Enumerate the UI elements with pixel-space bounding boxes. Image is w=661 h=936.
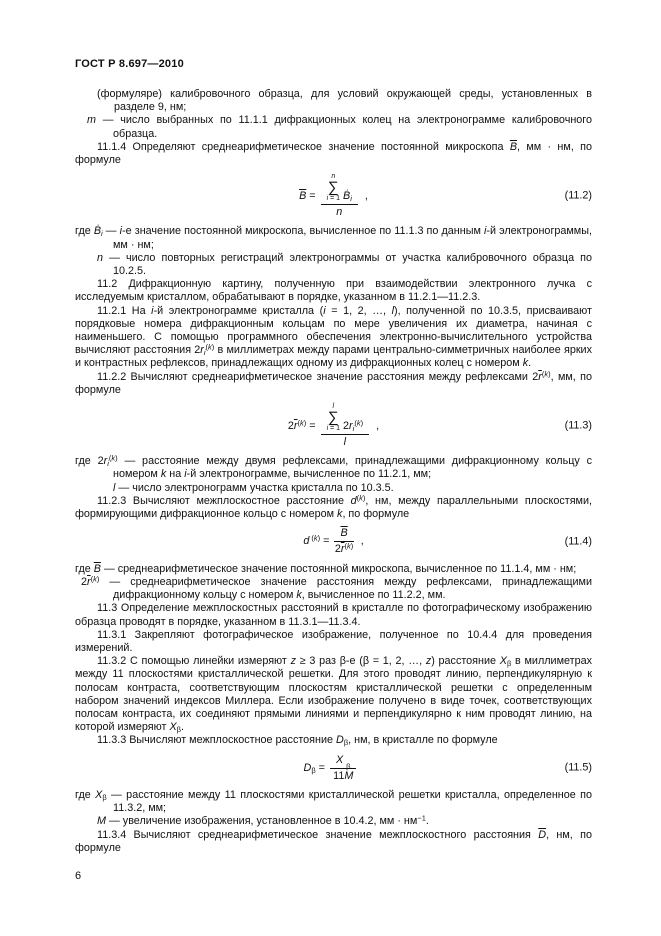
formula-11-5 (75, 754, 592, 783)
page-number: 6 (75, 870, 82, 882)
summand: Ḃ$_i$ (343, 190, 352, 204)
fraction-denominator: 11M (333, 769, 354, 782)
sigma-icon: ∑ (327, 179, 339, 197)
document-header: ГОСТ Р 8.697—2010 (75, 58, 184, 70)
paragraph-11-3-1: 11.3.1 Закрепляют фотографическое изображение, полученное по 10.4.4 для проведения измерений. (75, 628, 592, 654)
paragraph-continuation: (формуляре) калибровочного образца, для условий окружающей среды, установленных в разделе 9, нм; (97, 88, 592, 114)
formula-lhs: $D_\beta$ = (303, 761, 325, 775)
formula-11-3 (75, 403, 592, 449)
paragraph-11-2-1: 11.2.1 На i-й электронограмме кристалла (i = 1, 2, …, l), полученной по 10.3.5, присваивают порядковые номера дифракционным кольцам по мере увеличения их диаметра, начиная с наименьшего. С помощью программного обеспечения электронно-вычислительного устройства вычисляют расстояния $2r_i^{(k)}$ в миллиметрах между парами центрально-симметричных наиболее ярких и контрастных рефлексов, принадлежащих одному из дифракционных колец с номером k. (75, 304, 592, 370)
formula-body (75, 527, 592, 556)
fraction-numerator: X β (330, 754, 357, 769)
formula-number: (11.4) (564, 535, 592, 548)
formula-lhs: $\overline{B}$ = (299, 189, 316, 202)
paragraph-11-3-2: 11.3.2 С помощью линейки измеряют z ≥ 3 раз β-е (β = 1, 2, …, z) расстояние $X_\beta$ в миллиметрах между 11 плоскостями кристаллической решетки. Для этого проводят линию, перпендикулярную к полосам контраста, соответствующим плоскостям кристаллической решетки с определенным набором значений индексов Миллера. Если изображение получено в виде точек, соответствующих полосам контраста, их соединяют прямыми линиями и перпендикулярно к ним проводят линию, на которой измеряют $X_\beta$. (75, 655, 593, 735)
fraction (321, 403, 369, 449)
summand: $2r_i^{(k)}$ (343, 418, 364, 434)
fraction-denominator: $2\overline{r}^{(k)}$ (334, 541, 354, 556)
definition-X-beta: где $X_\beta$ — расстояние между 11 плоскостями кристаллической решетки кристалла, определенное по 11.3.2, мм; (75, 788, 592, 815)
sum-upper-limit: l (332, 403, 335, 411)
sigma-icon: ∑ (327, 409, 339, 427)
formula-number: (11.2) (564, 189, 592, 202)
paragraph-11-2: 11.2 Дифракционную картину, полученную при взаимодействии электронного лучка с исследуемым кристаллом, обрабатывают в порядке, указанном в 11.2.1—11.2.3. (75, 278, 592, 304)
definition-n: n — число повторных регистраций электронограммы от участка калибровочного образца по 10.2.5. (97, 251, 592, 278)
paragraph-11-3: 11.3 Определение межплоскостных расстояний в кристалле по фотографическому изображению образца проводят в порядке, указанном в 11.3.1—11.3.4. (75, 602, 592, 628)
formula-body (75, 173, 592, 219)
paragraph-11-3-4: 11.3.4 Вычисляют среднеарифметическое значение межплоскостного расстояния $\overline{D}$, нм, по формуле (75, 828, 592, 854)
fraction-denominator: n (336, 206, 343, 219)
definition-B-mean: где $\overline{B}$ — среднеарифметическое значение постоянной микроскопа, вычисленное по 11.1.4, мм · нм; (75, 562, 577, 575)
summation (327, 403, 340, 433)
definition-M: M — увеличение изображения, установленное в 10.4.2, мм · $нм^{-1}$. (97, 813, 429, 828)
fraction-numerator (321, 173, 358, 205)
formula-trailing-comma: , (376, 419, 380, 432)
formula-trailing-comma: , (364, 189, 368, 202)
fraction (334, 527, 353, 556)
paragraph-11-2-2: 11.2.2 Вычисляют среднеарифметическое значение расстояния между рефлексами $2\overline{r}^{(k)}$, мм, по формуле (75, 369, 592, 396)
fraction-numerator (321, 403, 369, 435)
paragraph-11-2-3: 11.2.3 Вычисляют межплоскостное расстояние $d^{(k)}$, нм, между параллельными плоскостями, формирующими дифракционное кольцо с номером k, по формуле (75, 493, 592, 521)
sum-upper-limit: n (331, 173, 336, 181)
paragraph-11-3-3: 11.3.3 Вычисляют межплоскостное расстояние $D_\beta$, нм, в кристалле по формуле (97, 734, 498, 748)
fraction (330, 754, 357, 783)
formula-lhs: d $^{(k)}$ = (303, 533, 330, 548)
formula-number: (11.3) (564, 419, 592, 432)
formula-number: (11.5) (564, 761, 592, 774)
definition-2r-mean: $2\overline{r}^{(k)}$ — среднеарифметическое значение расстояния между рефлексами, принадлежащими дифракционному кольцу с номером k, вычисленное по 11.2.2, мм. (81, 574, 592, 602)
definition-l: l — число электронограмм участка кристалла по 10.3.5. (113, 481, 394, 494)
definition-m: m — число выбранных по 11.1.1 дифракционных колец на электронограмме калибровочного образца. (87, 114, 592, 140)
fraction (321, 173, 358, 219)
sum-lower-limit: i = 1 (326, 195, 341, 203)
document-body (75, 88, 592, 855)
formula-trailing-comma: , (360, 535, 364, 548)
definition-2r-i-k: где $2r_i^{(k)}$ — расстояние между двумя рефлексами, принадлежащими дифракционному кольцу с номером k на i-й электронограмме, вычисленное по 11.2.1, мм; (75, 453, 593, 481)
sum-lower-limit: i = 1 (326, 425, 341, 433)
formula-body (75, 403, 592, 449)
fraction-denominator: l (343, 436, 347, 449)
formula-11-4 (75, 527, 592, 556)
summation (327, 173, 340, 203)
formula-lhs: $2\overline{r}^{(k)}$ = (287, 418, 316, 432)
paragraph-11-1-4: 11.1.4 Определяют среднеарифметическое значение постоянной микроскопа $\overline{B}$, мм · нм, по формуле (75, 140, 592, 167)
definition-B-i: где Ḃ$_i$ — i-е значение постоянной микроскопа, вычисленное по 11.1.3 по данным i-й электронограммы, мм · нм; (75, 225, 592, 251)
fraction-numerator: $\overline{B}$ (334, 527, 353, 542)
formula-11-2 (75, 173, 592, 219)
formula-body (75, 754, 592, 783)
